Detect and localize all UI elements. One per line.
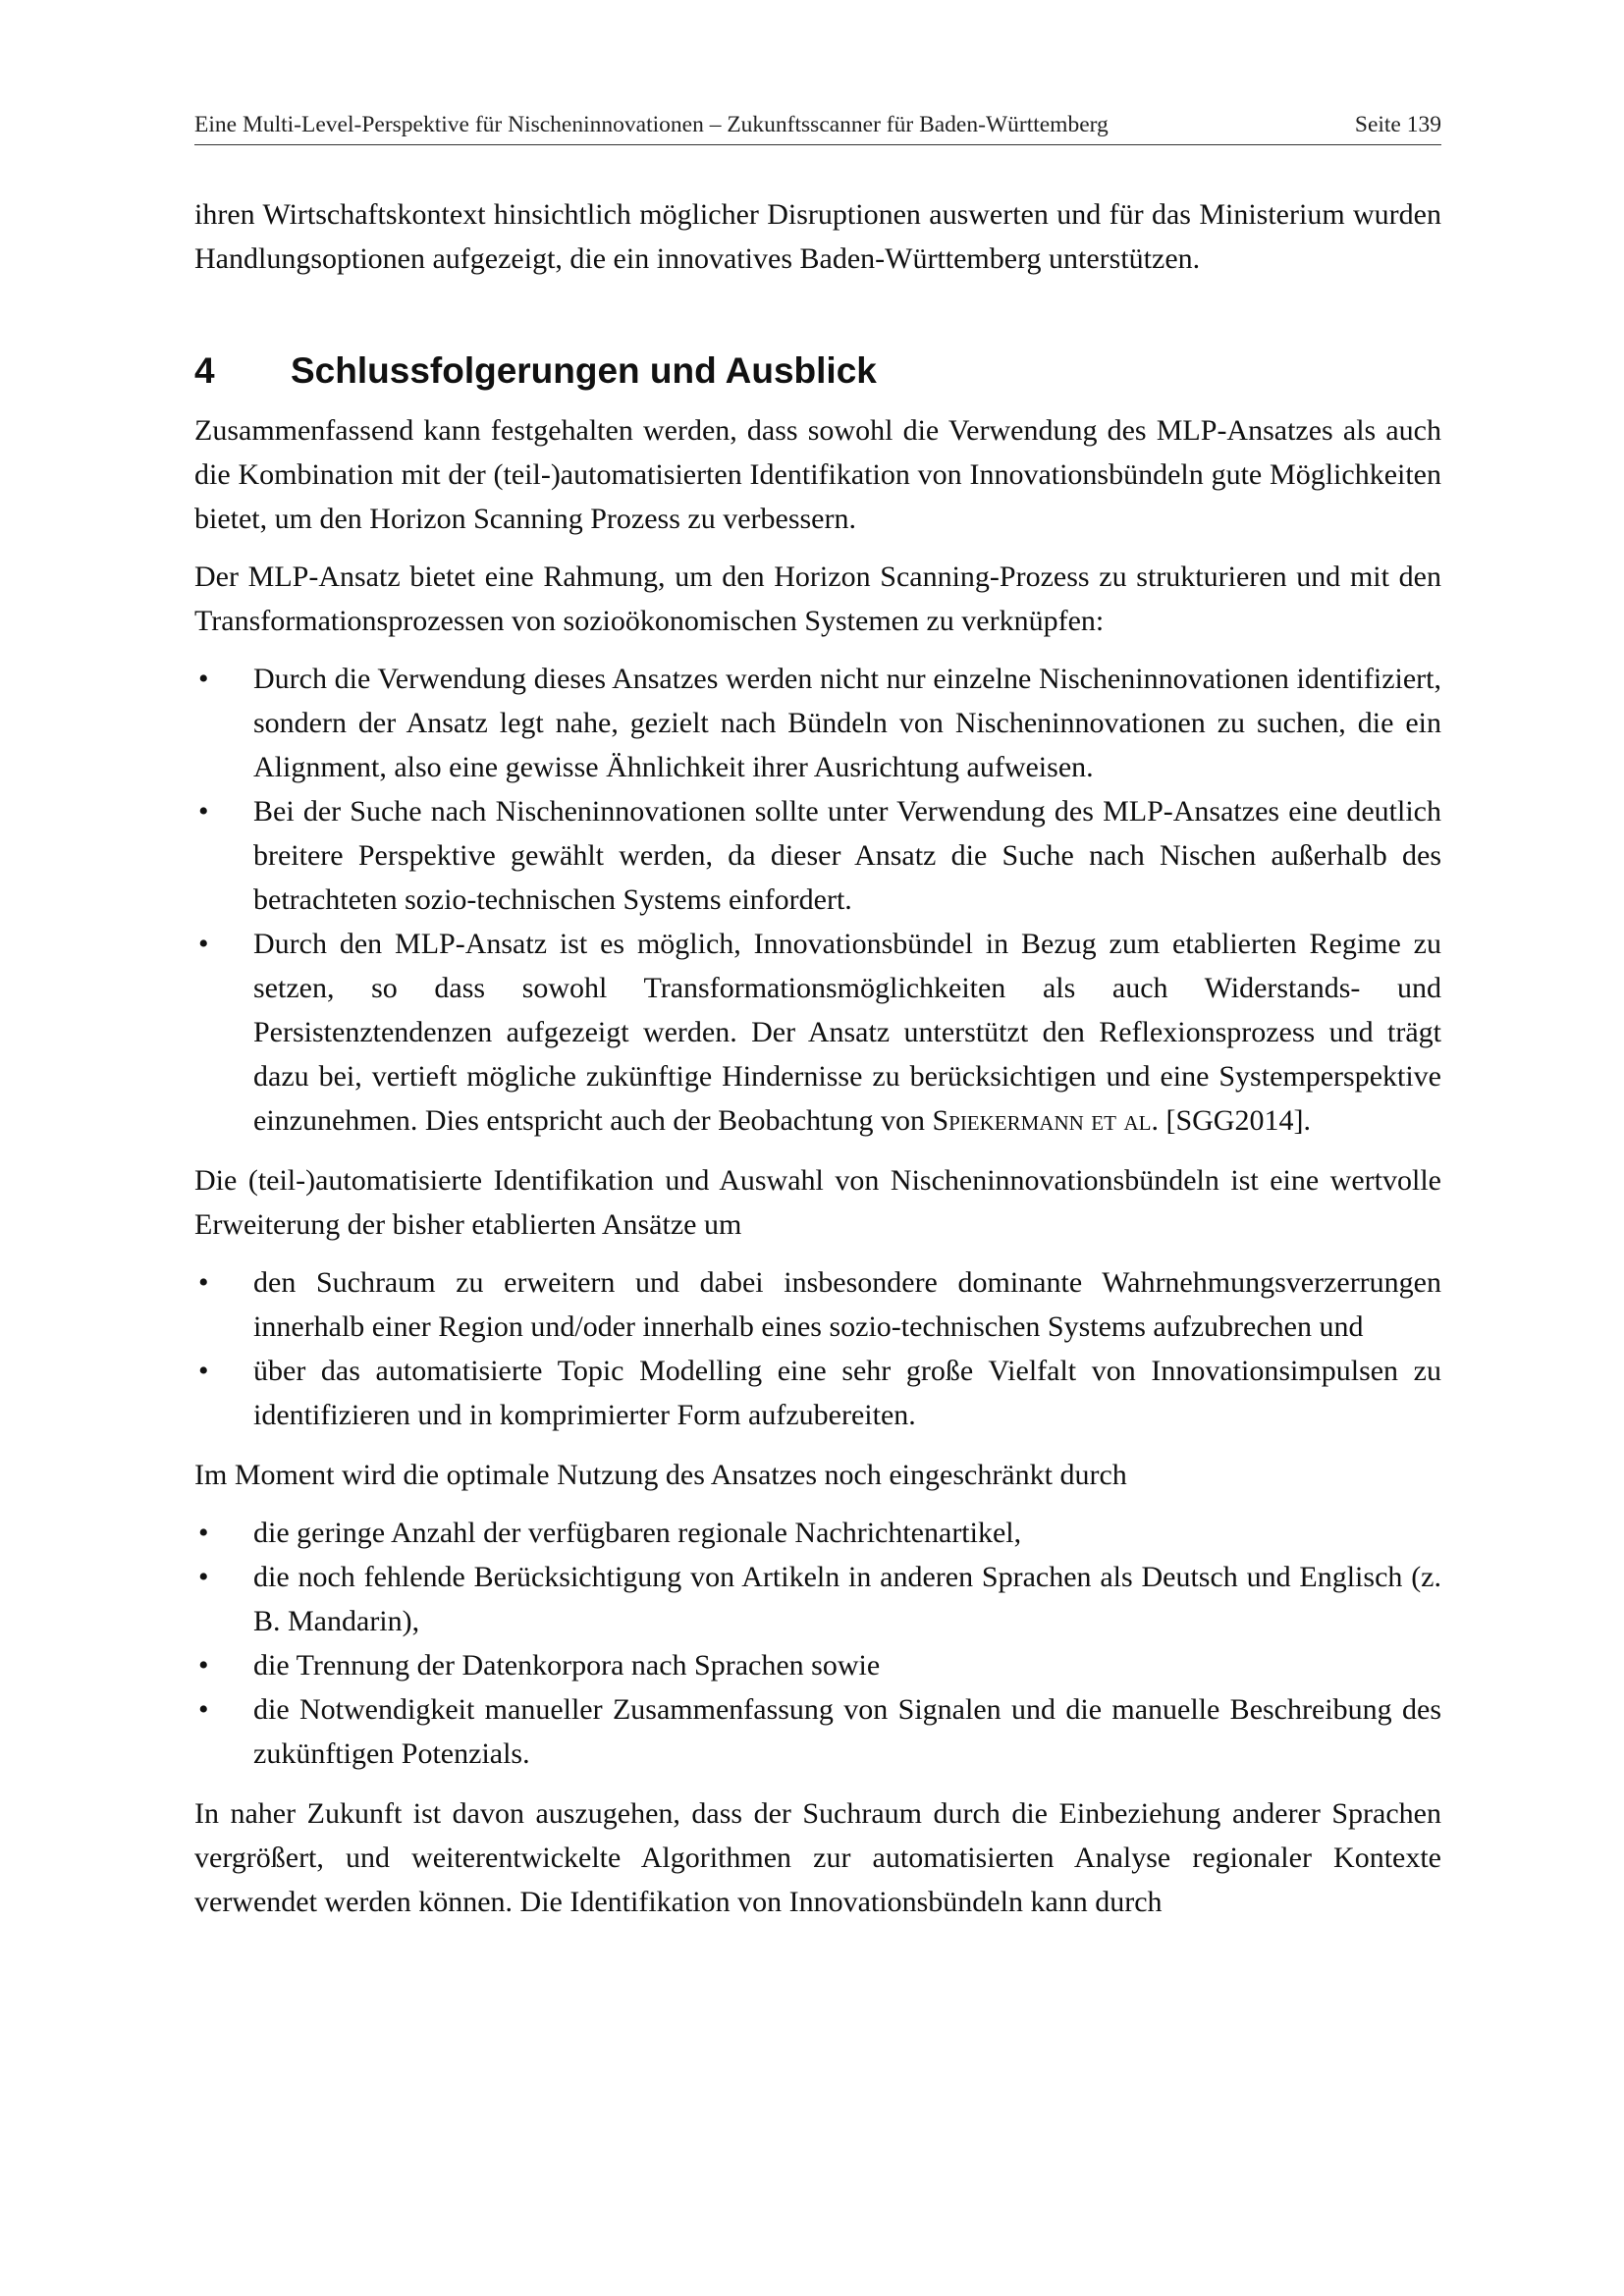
list-item-text: die Notwendigkeit manueller Zusammenfassung von Signalen und die manuelle Beschreibung des zukünftigen Potenzials. xyxy=(253,1693,1441,1770)
list-item-text: über das automatisierte Topic Modelling eine sehr große Vielfalt von Innovationsimpulsen zu identifizieren und in komprimierter Form aufzubereiten. xyxy=(253,1355,1441,1431)
section-heading xyxy=(194,347,1441,395)
paragraph-mlp-framework: Der MLP-Ansatz bietet eine Rahmung, um den Horizon Scanning-Prozess zu strukturieren und mit den Transformationsprozessen von sozioökonomischen Systemen zu verknüpfen: xyxy=(194,561,1441,637)
automation-benefits-list xyxy=(194,1260,1441,1437)
bullet-icon: • xyxy=(198,1355,209,1387)
page-content xyxy=(194,192,1441,1938)
citation: [SGG2014]. xyxy=(1165,1104,1311,1137)
intro-paragraph: ihren Wirtschaftskontext hinsichtlich möglicher Disruptionen auswerten und für das Ministerium wurden Handlungsoptionen aufgezeigt, die ein innovatives Baden-Württemberg unterstützen. xyxy=(194,198,1441,275)
list-item-text: die geringe Anzahl der verfügbaren regionale Nachrichtenartikel, xyxy=(253,1517,1022,1549)
list-item-text: die noch fehlende Berücksichtigung von Artikeln in anderen Sprachen als Deutsch und Englisch (z. B. Mandarin), xyxy=(253,1561,1441,1637)
bullet-icon: • xyxy=(198,1649,209,1682)
bullet-icon: • xyxy=(198,663,209,695)
list-item-text: Bei der Suche nach Nischeninnovationen sollte unter Verwendung des MLP-Ansatzes eine deutlich breitere Perspektive gewählt werden, da dieser Ansatz die Suche nach Nischen außerhalb des betrachteten sozio-technischen Systems einfordert. xyxy=(253,795,1441,916)
section-title: Schlussfolgerungen und Ausblick xyxy=(291,350,877,391)
limitations-list xyxy=(194,1511,1441,1776)
mlp-benefits-list xyxy=(194,657,1441,1143)
bullet-icon: • xyxy=(198,1693,209,1726)
list-item xyxy=(194,1511,1441,1555)
author-reference: Spiekermann et al. xyxy=(932,1104,1159,1137)
list-item xyxy=(194,922,1441,1143)
list-item-text: Durch die Verwendung dieses Ansatzes werden nicht nur einzelne Nischeninnovationen identifiziert, sondern der Ansatz legt nahe, gezielt nach Bündeln von Nischeninnovationen zu suchen, die ein Alignment, also eine gewisse Ähnlichkeit ihrer Ausrichtung aufweisen. xyxy=(253,663,1441,783)
list-item xyxy=(194,1260,1441,1349)
list-item xyxy=(194,1555,1441,1643)
list-item xyxy=(194,1349,1441,1437)
section-number: 4 xyxy=(194,350,215,391)
bullet-icon: • xyxy=(198,795,209,828)
paragraph-outlook: In naher Zukunft ist davon auszugehen, dass der Suchraum durch die Einbeziehung anderer Sprachen vergrößert, und weiterentwickelte Algorithmen zur automatisierten Analyse regionaler Kontexte verwendet werden können. Die Identifikation von Innovationsbündeln kann durch xyxy=(194,1797,1441,1918)
bullet-icon: • xyxy=(198,1561,209,1593)
header-title: Eine Multi-Level-Perspektive für Nischeninnovationen – Zukunftsscanner für Baden-Württemberg xyxy=(194,112,1109,137)
bullet-icon: • xyxy=(198,1266,209,1299)
list-item xyxy=(194,1643,1441,1687)
list-item xyxy=(194,789,1441,922)
paragraph-automation: Die (teil-)automatisierte Identifikation und Auswahl von Nischeninnovationsbündeln ist eine wertvolle Erweiterung der bisher etablierten Ansätze um xyxy=(194,1164,1441,1241)
list-item xyxy=(194,1687,1441,1776)
page-number: Seite 139 xyxy=(1354,112,1441,137)
paragraph-summary: Zusammenfassend kann festgehalten werden, dass sowohl die Verwendung des MLP-Ansatzes als auch die Kombination mit der (teil-)automatisierten Identifikation von Innovationsbündeln gute Möglichkeiten bietet, um den Horizon Scanning Prozess zu verbessern. xyxy=(194,414,1441,535)
paragraph-limitations: Im Moment wird die optimale Nutzung des Ansatzes noch eingeschränkt durch xyxy=(194,1459,1127,1491)
list-item xyxy=(194,657,1441,789)
list-item-text: Durch den MLP-Ansatz ist es möglich, Innovationsbündel in Bezug zum etablierten Regime zu setzen, so dass sowohl Transformationsmöglichkeiten als auch Widerstands- und Persistenztendenzen aufgezeigt werden. Der Ansatz unterstützt den Reflexionsprozess und trägt dazu bei, vertieft mögliche zukünftige Hindernisse zu berücksichtigen und eine Systemperspektive einzunehmen. Dies entspricht auch der Beobachtung von xyxy=(253,928,1441,1137)
list-item-text: den Suchraum zu erweitern und dabei insbesondere dominante Wahrnehmungsverzerrungen innerhalb einer Region und/oder innerhalb eines sozio-technischen Systems aufzubrechen und xyxy=(253,1266,1441,1343)
running-header xyxy=(194,109,1441,145)
list-item-text: die Trennung der Datenkorpora nach Sprachen sowie xyxy=(253,1649,881,1682)
bullet-icon: • xyxy=(198,928,209,960)
bullet-icon: • xyxy=(198,1517,209,1549)
